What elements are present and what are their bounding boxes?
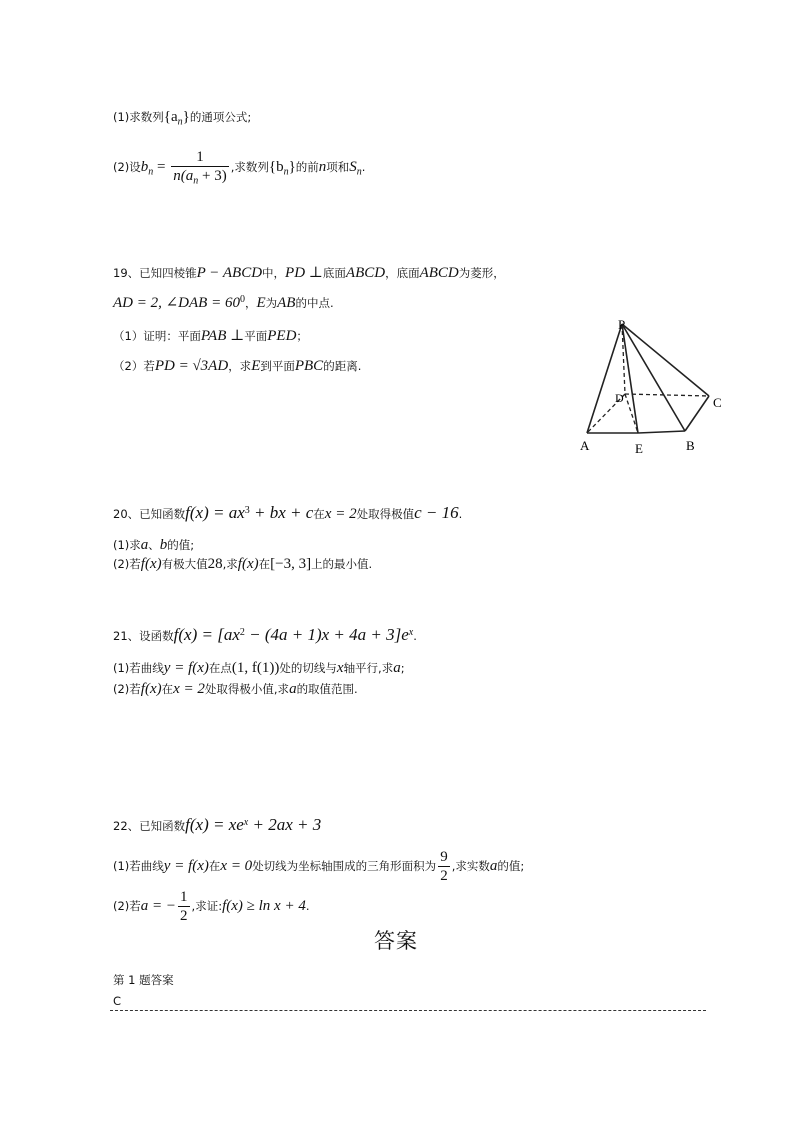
q22-fraction-area: $\frac{9}{2}$: [440, 849, 448, 884]
answer-1-label: 第 1 题答案: [113, 973, 174, 987]
edge-PC: [622, 324, 709, 396]
edge-EB: [638, 431, 685, 433]
q21-line2: (1)若曲线y = f(x)在点(1, f(1))处的切线与x轴平行,求a;: [113, 660, 405, 676]
q20-line3: (2)若f(x)有极大值28,求f(x)在[−3, 3]上的最小值.: [113, 556, 373, 572]
edge-BC: [685, 396, 709, 431]
q19-line4: （2）若PD = √3AD，求E到平面PBC的距离.: [113, 358, 362, 374]
label-B: B: [686, 438, 695, 453]
q20-line2: (1)求a、b的值;: [113, 537, 195, 553]
q19-line3: （1）证明：平面PAB ⊥平面PED；: [113, 328, 308, 344]
answer-1-value: C: [113, 994, 122, 1008]
q18-fraction: $\frac{1}{n(a_n + 3)}$: [173, 149, 227, 187]
q22-fraction-a: $\frac{1}{2}$: [180, 889, 188, 924]
q19-line1: 19、已知四棱锥P − ABCD中，PD ⊥底面ABCD，底面ABCD为菱形，: [113, 265, 505, 281]
q18-part1: (1)求数列$\{a_n\}$的通项公式;: [113, 109, 252, 128]
q22-line2: (1)若曲线y = f(x)在x = 0处切线为坐标轴围成的三角形面积为 $\frac{9}{2}$ ,求实数a的值;: [113, 849, 525, 884]
label-E: E: [635, 441, 643, 456]
dashed-divider: [110, 1010, 706, 1011]
label-D: D: [615, 391, 624, 405]
edge-PA: [587, 324, 622, 433]
label-P: P: [618, 317, 626, 332]
answers-title: 答案: [374, 929, 418, 953]
q21-line1: 21、设函数$f(x) = [ax^2 - (4a + 1)x + 4a + 3]e^x$.: [113, 625, 417, 644]
label-A: A: [580, 438, 590, 453]
edge-DC: [625, 394, 709, 396]
pyramid-figure: [575, 312, 735, 462]
edge-PE: [622, 324, 638, 433]
q19-line2: AD = 2, ∠DAB = $60^0$，E为AB的中点.: [113, 294, 334, 311]
q18-part2: (2)设$b_n$ = $\frac{1}{n(a_n + 3)}$ ,求数列$\{b_n\}$的前n项和$S_n$.: [113, 149, 366, 187]
label-C: C: [713, 395, 722, 410]
q20-line1: 20、已知函数$f(x) = ax^3$ + bx + c在x = 2处取得极值c − 16.: [113, 503, 463, 522]
q22-line3: (2)若a = − $\frac{1}{2}$ ,求证:f(x) ≥ ln x + 4.: [113, 889, 310, 924]
q22-line1: 22、已知函数$f(x) = xe^x + 2ax + 3$: [113, 815, 322, 834]
edge-DE: [625, 394, 638, 433]
q21-line3: (2)若f(x)在x = 2处取得极小值,求a的取值范围.: [113, 681, 358, 697]
